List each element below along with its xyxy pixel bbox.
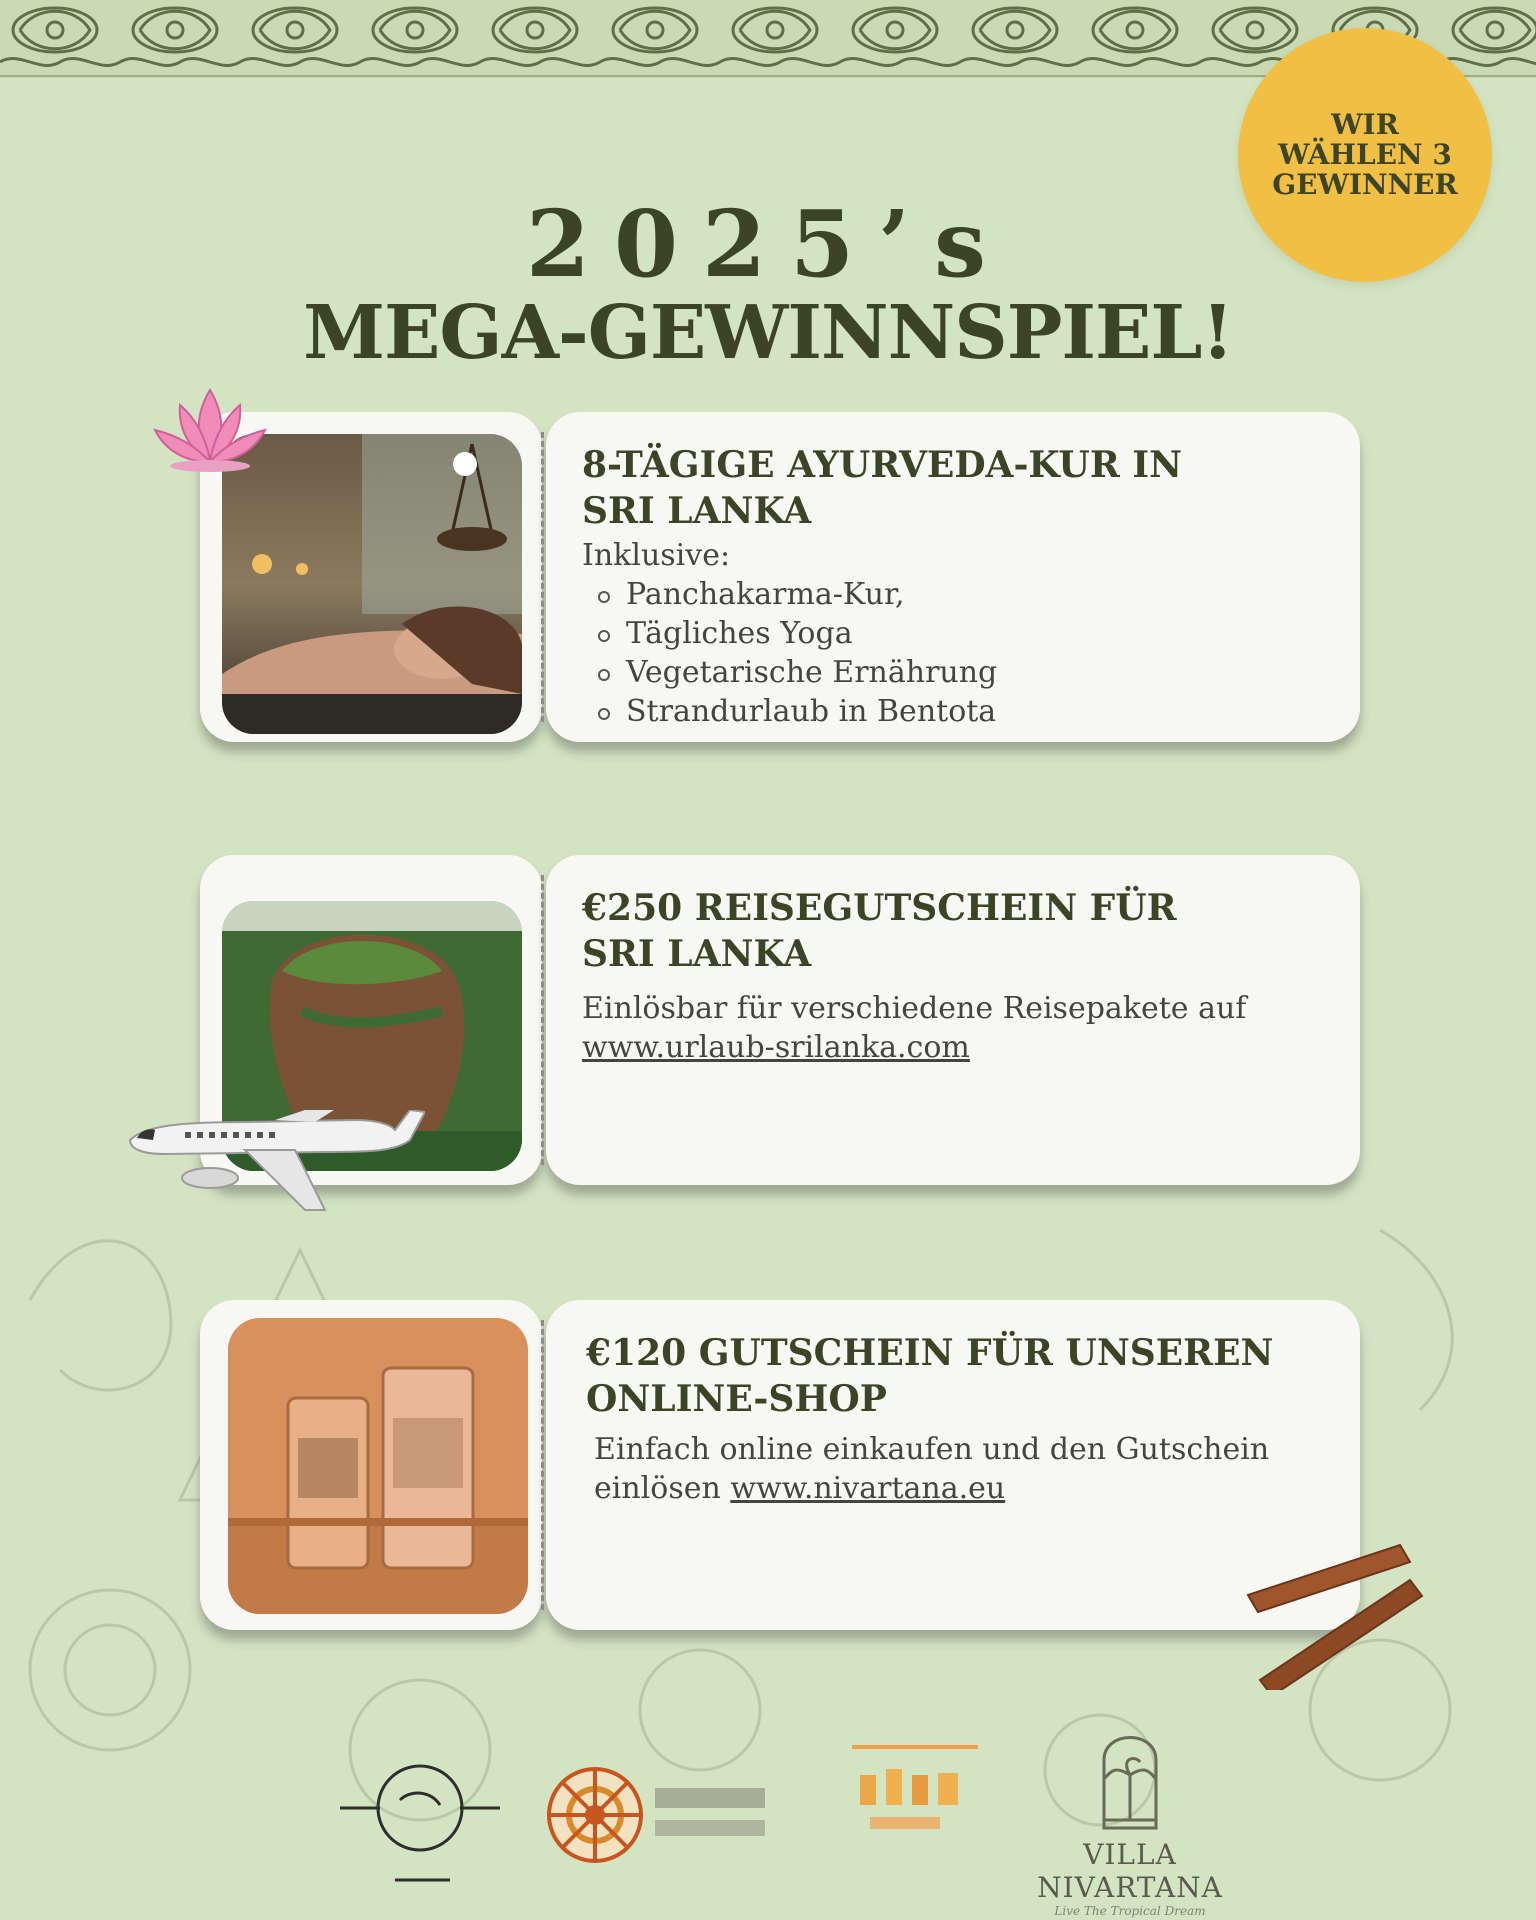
prize-title-line-2: SRI LANKA bbox=[582, 933, 812, 975]
shop-website-link[interactable]: www.nivartana.eu bbox=[730, 1471, 1006, 1506]
badge-line-1: WIR bbox=[1331, 108, 1399, 141]
badge-line-2: WÄHLEN 3 bbox=[1278, 138, 1452, 171]
shop-voucher-text: Einfach online einkaufen und den Gutschein bbox=[594, 1432, 1270, 1467]
prize-title bbox=[582, 442, 1302, 534]
prize-description bbox=[582, 989, 1322, 1067]
orange-brand-logo bbox=[850, 1735, 980, 1845]
ticket-perforation bbox=[541, 1320, 544, 1610]
prize-title-line-1: €120 GUTSCHEIN FÜR UNSEREN bbox=[586, 1332, 1274, 1374]
inclusive-list bbox=[582, 575, 1322, 731]
villa-nivartana-logo bbox=[1000, 1720, 1260, 1918]
voucher-text: Einlösbar für verschiedene Reisepakete auf bbox=[582, 991, 1247, 1026]
airplane-icon bbox=[125, 1110, 425, 1230]
prize-title-line-1: 8-TÄGIGE AYURVEDA-KUR IN bbox=[582, 444, 1183, 486]
badge-line-3: GEWINNER bbox=[1272, 168, 1458, 201]
prize-title-line-1: €250 REISEGUTSCHEIN FÜR bbox=[582, 887, 1177, 929]
villa-nivartana-name: VILLA NIVARTANA bbox=[1037, 1838, 1223, 1904]
prize-title-line-2: ONLINE-SHOP bbox=[586, 1378, 887, 1420]
list-item: Panchakarma-Kur, bbox=[622, 575, 1322, 614]
page-title: MEGA-GEWINNSPIEL! bbox=[303, 290, 1233, 376]
prize-title bbox=[586, 1330, 1306, 1422]
palm-arch-icon bbox=[1000, 1720, 1260, 1830]
prize-description bbox=[594, 1430, 1334, 1508]
list-item: Vegetarische Ernährung bbox=[622, 653, 1322, 692]
tea-tins-product-photo bbox=[228, 1318, 528, 1614]
ticket-perforation bbox=[541, 875, 544, 1165]
list-item: Tägliches Yoga bbox=[622, 614, 1322, 653]
list-item: Strandurlaub in Bentota bbox=[622, 692, 1322, 731]
prize-card-shop-voucher bbox=[200, 1300, 1360, 1630]
prize-card-ayurveda bbox=[200, 412, 1360, 742]
prize-title bbox=[582, 885, 1302, 977]
cinnamon-sticks-icon bbox=[1240, 1540, 1430, 1690]
prize-description bbox=[582, 536, 1322, 731]
partner-logos bbox=[0, 1720, 1536, 1918]
shop-voucher-text-2: einlösen bbox=[594, 1471, 721, 1506]
title-year: 2025’s bbox=[526, 190, 1010, 298]
nivartana-script-logo bbox=[340, 1750, 500, 1900]
lotus-flower-icon bbox=[150, 380, 270, 480]
ticket-perforation bbox=[541, 432, 544, 722]
purana-logo bbox=[545, 1760, 785, 1870]
villa-nivartana-tagline: Live The Tropical Dream bbox=[1054, 1904, 1206, 1918]
travel-website-link[interactable]: www.urlaub-srilanka.com bbox=[582, 1030, 970, 1065]
inclusive-label: Inklusive: bbox=[582, 538, 731, 573]
prize-title-line-2: SRI LANKA bbox=[582, 490, 812, 532]
